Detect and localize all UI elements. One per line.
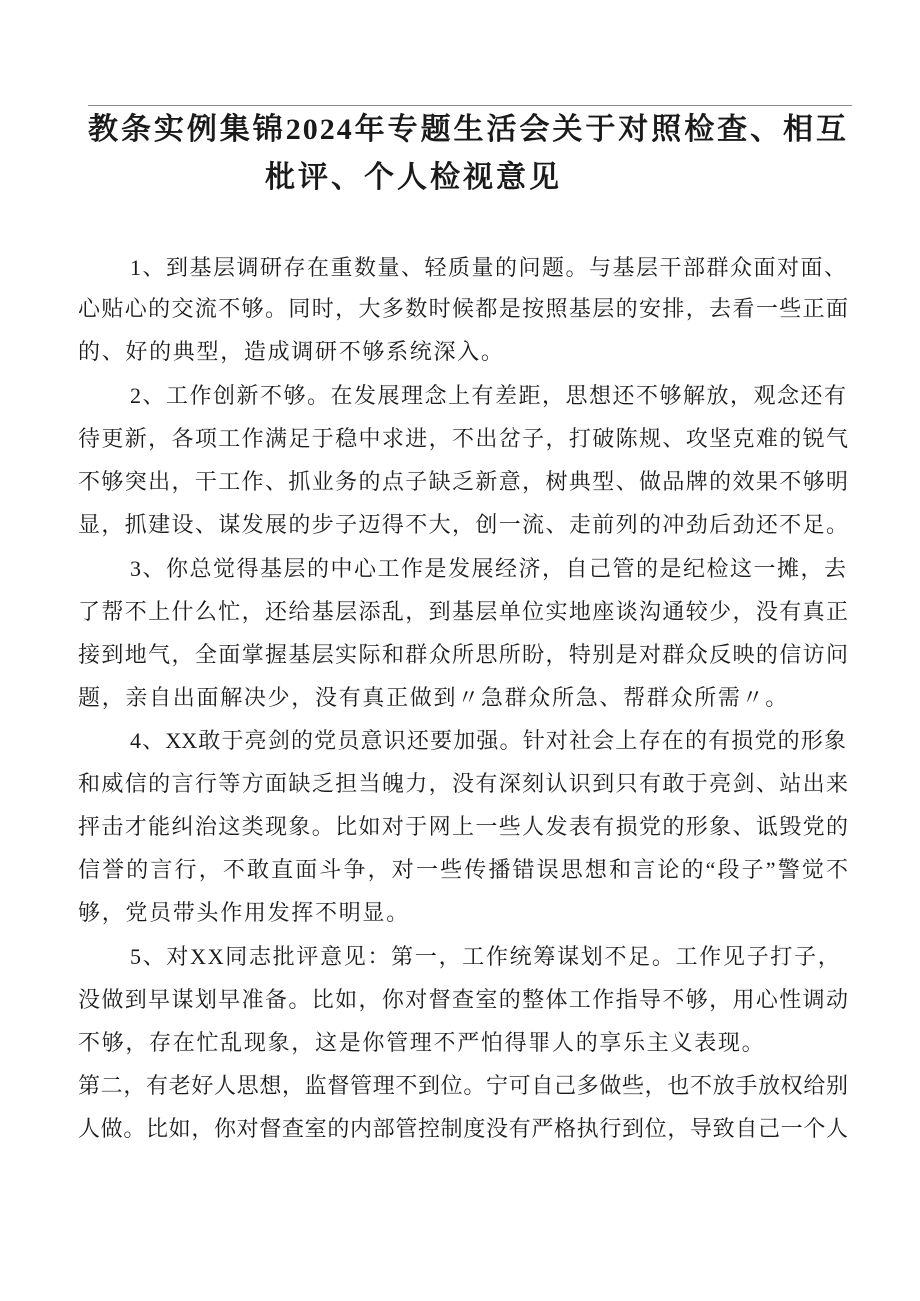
body-line: 心贴心的交流不够。同时，大多数时候都是按照基层的安排，去看一些正面 [78, 296, 848, 321]
body-line: 2、工作创新不够。在发展理念上有差距，思想还不够解放，观念还有 [130, 383, 846, 408]
body-line: 第二，有老好人思想，监督管理不到位。宁可自己多做些，也不放手放权给别 [78, 1073, 848, 1098]
body-line: 了帮不上什么忙，还给基层添乱，到基层单位实地座谈沟通较少，没有真正 [78, 599, 848, 624]
body-line: 接到地气，全面掌握基层实际和群众所思所盼，特别是对群众反映的信访问 [78, 642, 848, 667]
body-line: 题，亲自出面解决少，没有真正做到〃急群众所急、帮群众所需〃。 [78, 685, 790, 710]
document-title-line-1: 教条实例集锦2024年专题生活会关于对照检查、相互 [88, 113, 848, 146]
body-line: 待更新，各项工作满足于稳中求进，不出岔子，打破陈规、攻坚克难的锐气 [78, 426, 848, 451]
document-title-line-2: 枇评、个人检视意见 [265, 161, 562, 194]
body-line: 4、XX敢于亮剑的党员意识还要加强。针对社会上存在的有损党的形象 [130, 728, 846, 753]
body-line: 3、你总觉得基层的中心工作是发展经济，自己管的是纪检这一摊，去 [130, 556, 846, 581]
body-line: 和威信的言行等方面缺乏担当魄力，没有深刻认识到只有敢于亮剑、站出来 [78, 771, 848, 796]
title-top-rule [88, 105, 852, 106]
body-line: 够，党员带头作用发挥不明显。 [78, 900, 410, 925]
body-line: 没做到早谋划早准备。比如，你对督查室的整体工作指导不够，用心性调动 [78, 987, 848, 1012]
body-line: 的、好的典型，造成调研不够系统深入。 [78, 339, 505, 364]
body-line: 1、到基层调研存在重数量、轻质量的问题。与基层干部群众面对面、 [130, 255, 846, 280]
body-line: 5、对XX同志批评意见：第一，工作统筹谋划不足。工作见子打子， [130, 944, 842, 969]
body-line: 抨击才能纠治这类现象。比如对于网上一些人发表有损党的形象、诋毁党的 [78, 814, 848, 839]
body-line: 不够突出，干工作、抓业务的点子缺乏新意，树典型、做品牌的效果不够明 [78, 469, 848, 494]
body-line: 不够，存在忙乱现象，这是你管理不严怕得罪人的享乐主义表现。 [78, 1030, 766, 1055]
body-line: 显，抓建设、谋发展的步子迈得不大，创一流、走前列的冲劲后劲还不足。 [78, 512, 848, 537]
body-line: 人做。比如，你对督查室的内部管控制度没有严格执行到位，导致自己一个人 [78, 1116, 848, 1141]
body-line: 信誉的言行，不敢直面斗争，对一些传播错误思想和言论的“段子”警觉不 [78, 857, 848, 882]
